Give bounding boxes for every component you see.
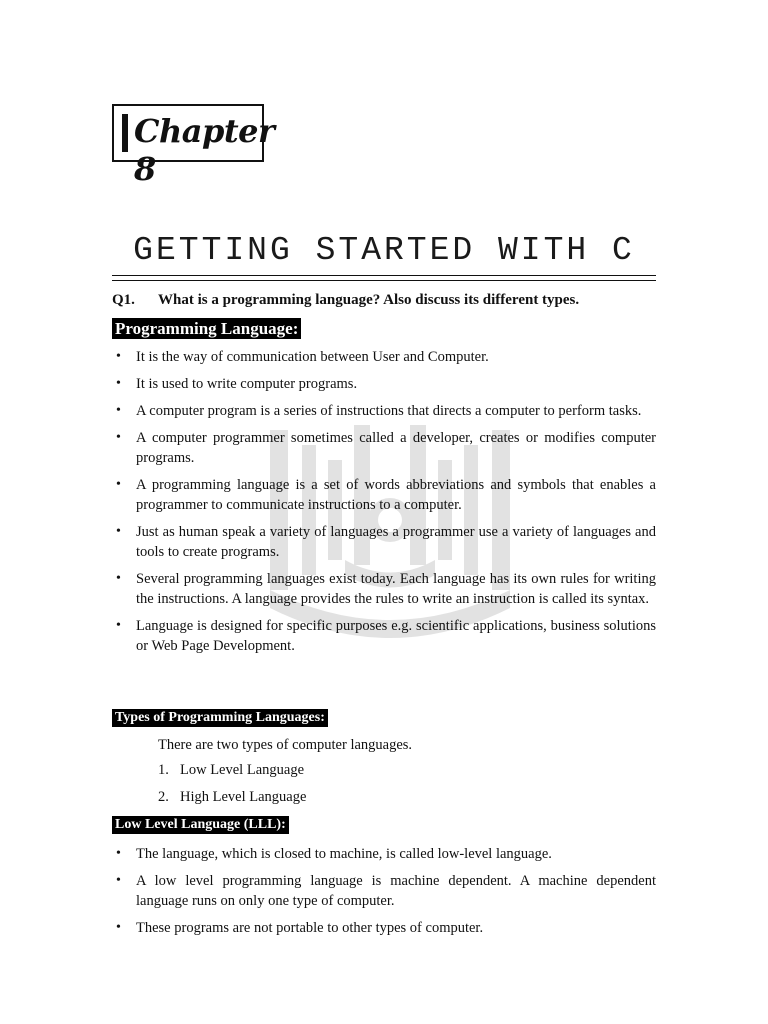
- heading-low-level: Low Level Language (LLL):: [112, 816, 289, 834]
- bullet-item: • Several programming languages exist today. Each language has its own rules for writing the instructions. A language provides the rules to write an instruction is called its syntax.: [112, 569, 656, 609]
- bullet-item: • It is used to write computer programs.: [112, 374, 656, 394]
- question-number: Q1.: [112, 292, 135, 308]
- list-item-label: High Level Language: [180, 789, 307, 805]
- bullet-item: • These programs are not portable to other types of computer.: [112, 918, 656, 938]
- bullet-item: • A low level programming language is machine dependent. A machine dependent language runs on only one type of computer.: [112, 871, 656, 911]
- bullet-item: • Language is designed for specific purposes e.g. scientific applications, business solutions or Web Page Development.: [112, 616, 656, 656]
- bullet-item: • A computer programmer sometimes called a developer, creates or modifies computer programs.: [112, 428, 656, 468]
- types-intro: There are two types of computer languages.: [158, 737, 413, 753]
- bullet-item: • A programming language is a set of words abbreviations and symbols that enables a programmer to communicate instructions to a computer.: [112, 475, 656, 515]
- bullet-item: • Just as human speak a variety of languages a programmer use a variety of languages and tools to create programs.: [112, 522, 656, 562]
- heading-programming-language: Programming Language:: [112, 318, 301, 339]
- title-rule-bottom: [112, 280, 656, 281]
- list-item: [158, 762, 306, 789]
- list-item-number: 1.: [158, 762, 169, 778]
- bullet-item: • It is the way of communication between User and Computer.: [112, 347, 656, 367]
- list-item-number: 2.: [158, 789, 169, 805]
- chapter-label: Chapter 8: [134, 112, 275, 188]
- types-list: [158, 762, 306, 816]
- list-item: [158, 789, 306, 816]
- bullet-item: • The language, which is closed to machine, is called low-level language.: [112, 844, 656, 864]
- programming-language-bullets: [112, 347, 656, 663]
- chapter-badge-bar: [122, 114, 128, 152]
- chapter-badge: [112, 104, 275, 188]
- question-line: [112, 292, 660, 309]
- list-item-label: Low Level Language: [180, 762, 305, 778]
- page-title: GETTING STARTED WITH C: [133, 232, 635, 269]
- low-level-bullets: [112, 844, 656, 945]
- heading-types: Types of Programming Languages:: [112, 709, 328, 727]
- title-rule-top: [112, 275, 656, 276]
- question-text: What is a programming language? Also discuss its different types.: [158, 292, 580, 308]
- bullet-item: • A computer program is a series of instructions that directs a computer to perform tasks.: [112, 401, 656, 421]
